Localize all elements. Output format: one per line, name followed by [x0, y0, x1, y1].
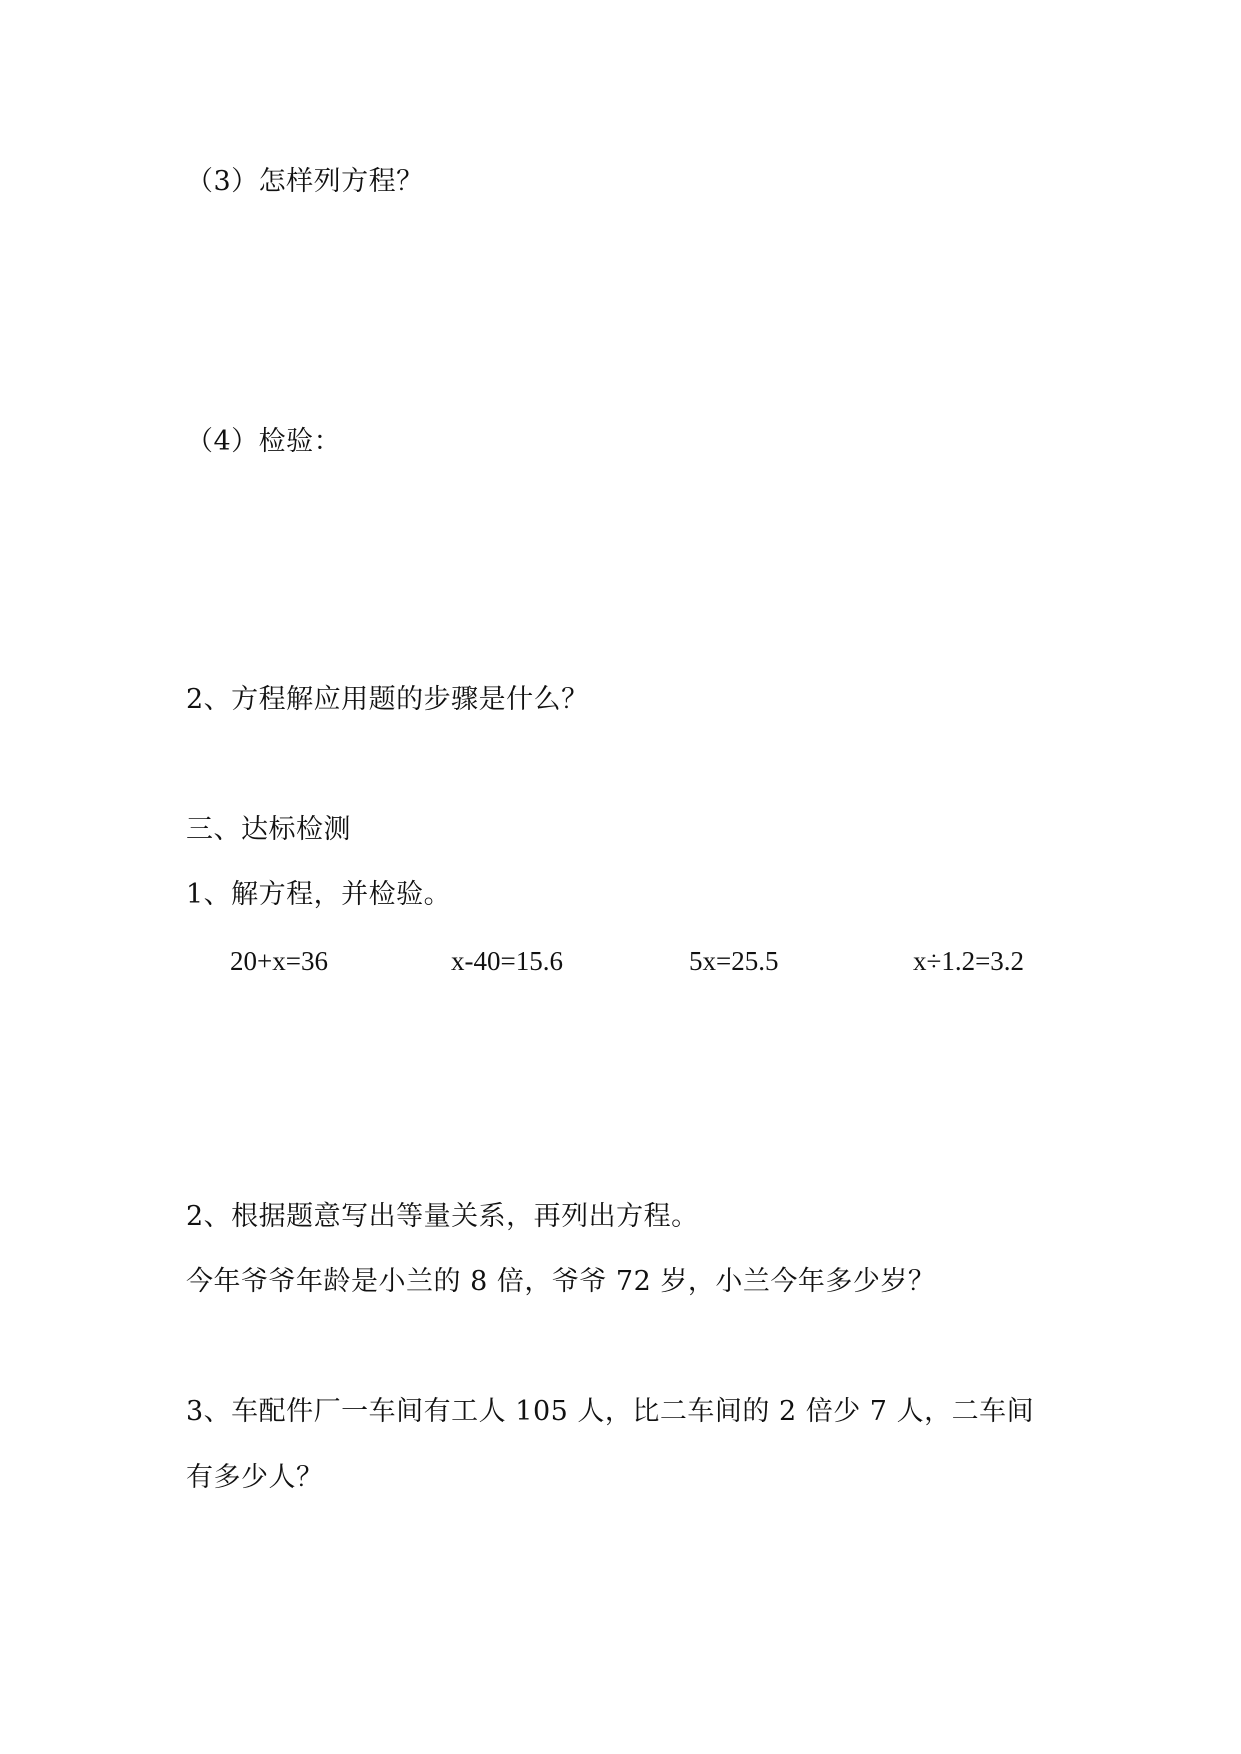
task-2-problem: 今年爷爷年龄是小兰的 8 倍，爷爷 72 岁，小兰今年多少岁？ — [186, 1266, 936, 1297]
task-1-prompt: 1、解方程，并检验。 — [186, 879, 452, 910]
equation-3: 5x=25.5 — [689, 946, 779, 976]
sub-question-4: （4）检验： — [186, 426, 342, 457]
task-3-line-2: 有多少人？ — [186, 1462, 324, 1493]
equation-4: x÷1.2=3.2 — [913, 946, 1025, 976]
task-3-line-1: 3、车配件厂一车间有工人 105 人，比二车间的 2 倍少 7 人，二车间 — [186, 1396, 1035, 1427]
equation-1: 20+x=36 — [230, 946, 328, 976]
section-heading: 三、达标检测 — [186, 814, 351, 845]
equation-row — [0, 944, 1241, 984]
sub-question-3: （3）怎样列方程？ — [186, 166, 424, 197]
steps-question: 2、方程解应用题的步骤是什么？ — [186, 684, 589, 715]
equation-2: x-40=15.6 — [451, 946, 563, 976]
task-2-prompt: 2、根据题意写出等量关系，再列出方程。 — [186, 1201, 699, 1232]
